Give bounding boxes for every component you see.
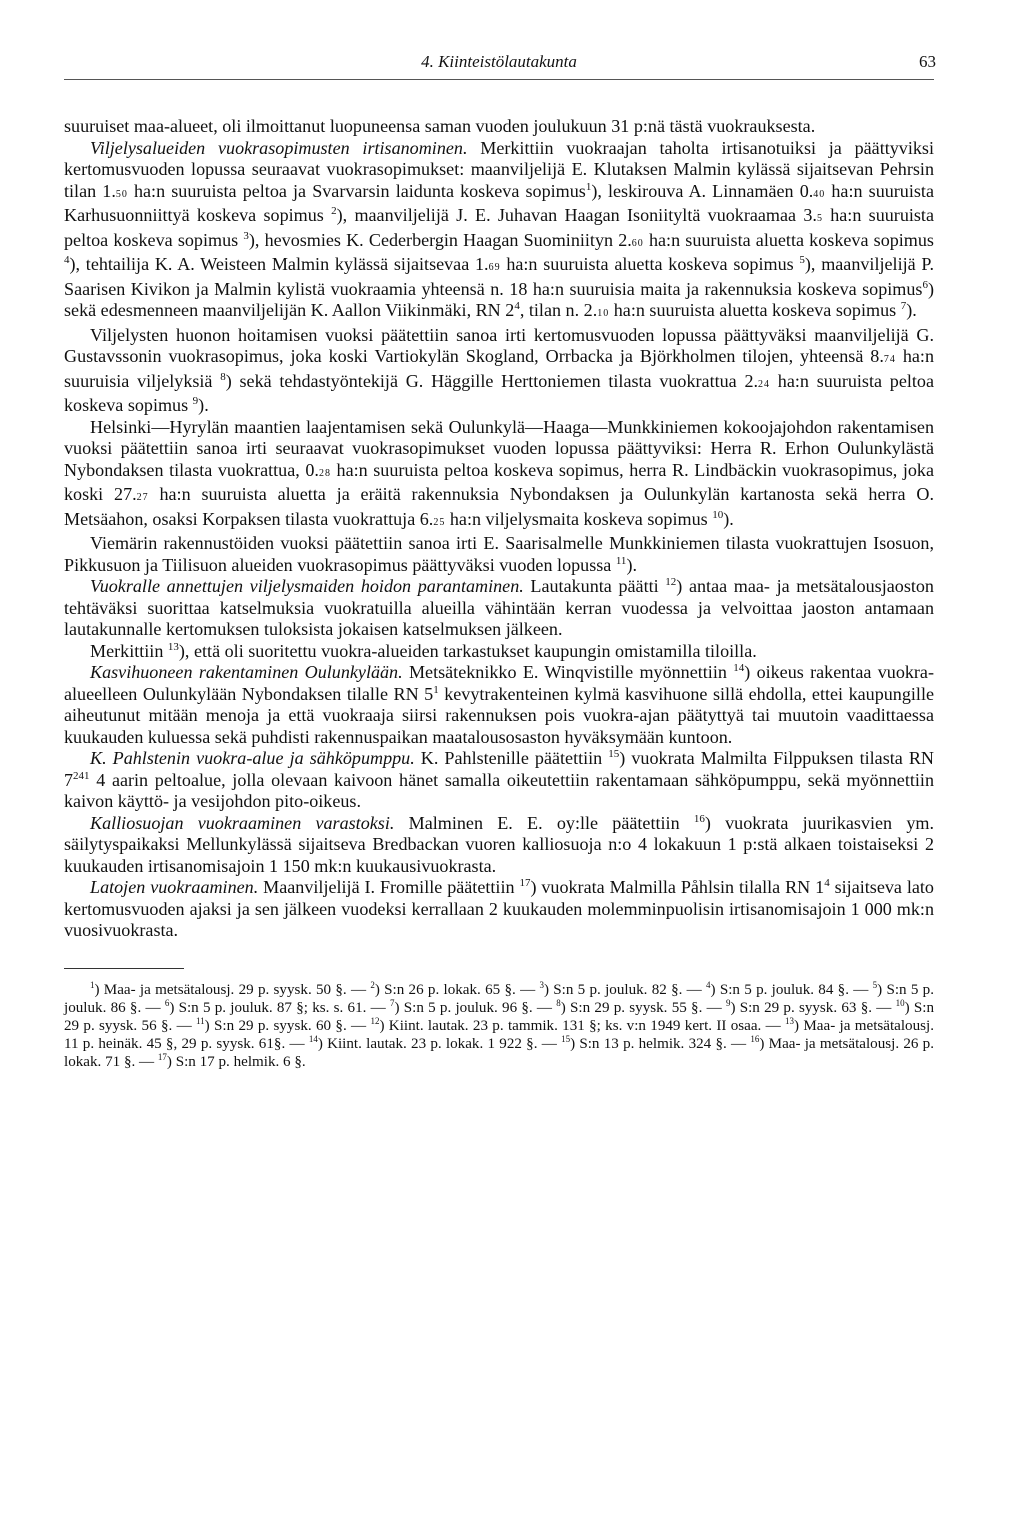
paragraph bbox=[64, 576, 934, 641]
footnote-text bbox=[64, 981, 934, 1071]
footnote-ref: 4 bbox=[64, 254, 70, 266]
text-run: ) Maa- ja metsätalousj. 29 p. syysk. 50 §. — bbox=[94, 981, 371, 998]
text-run: ha:n viljelysmaita koskeva sopimus bbox=[445, 508, 713, 529]
decimal-digits: 69 bbox=[488, 262, 501, 273]
text-run: ) S:n 5 p. jouluk. 84 §. — bbox=[710, 981, 873, 998]
text-run: ha:n suuruista peltoa koskeva sopimus, herra R. Lindbäckin vuokrasopimus, joka koski 27. bbox=[64, 459, 935, 504]
text-run: ) S:n 29 p. syysk. 55 §. — bbox=[560, 999, 726, 1016]
paragraph bbox=[64, 138, 934, 325]
text-run: ha:n suuruista Karhusuonniittyä koskeva sopimus bbox=[64, 180, 934, 225]
paragraph bbox=[64, 325, 934, 417]
paragraph bbox=[64, 641, 934, 663]
footnote-ref: 13 bbox=[785, 1015, 795, 1026]
footnote-ref: 1 bbox=[90, 979, 95, 990]
footnote-ref: 13 bbox=[167, 640, 179, 653]
text-run: ) antaa maa- ja metsätalousjaoston tehtäväksi suorittaa katselmuksia vuokratuilla alueilla vähintään kerran vuodessa ja velvoittaa jaoston antamaan lautakunnalle kertomuksen tuloksista jokaisen katselmuksen jälkeen. bbox=[64, 576, 934, 639]
footnote-ref: 9 bbox=[192, 395, 199, 407]
text-run: ) S:n 29 p. syysk. 60 §. — bbox=[204, 1017, 371, 1034]
footnote-ref: 7 bbox=[900, 300, 907, 312]
text-run: Maanviljelijä I. Fromille päätettiin bbox=[258, 877, 520, 897]
text-run: ) S:n 5 p. jouluk. 87 §; ks. s. 61. — bbox=[169, 999, 390, 1016]
decimal-digits: 27 bbox=[136, 492, 149, 503]
text-run: ha:n suuruista aluetta koskeva sopimus bbox=[643, 229, 934, 250]
text-run: ) S:n 5 p. jouluk. 82 §. — bbox=[543, 981, 707, 998]
footnote-ref: 8 bbox=[220, 370, 226, 383]
text-run: ). bbox=[906, 300, 917, 320]
text-run: ) oikeus rakentaa vuokra-alueelleen Oulunkylään Nybondaksen tilalle RN 5 bbox=[64, 662, 934, 704]
footnote-ref: 12 bbox=[665, 576, 677, 588]
text-run: Helsinki—Hyrylän maantien laajentamisen sekä Oulunkylä—Haaga—Munkkiniemen kokoojajohdon rakentamisen vuoksi päätettiin sanoa irti seuraavat vuokrasopimukset vuoden lopussa päättyviksi: Herra R. Erhon Oulunkylästä Nybondaksen tilasta vuokrattua, 0. bbox=[64, 416, 934, 480]
footnote-ref: 11 bbox=[196, 1015, 205, 1026]
section-heading: K. Pahlstenin vuokra-alue ja sähköpumppu. bbox=[90, 748, 415, 768]
text-run: K. Pahlstenille päätettiin bbox=[414, 748, 609, 768]
footnote-ref: 9 bbox=[725, 997, 731, 1008]
decimal-digits: 40 bbox=[813, 188, 826, 200]
text-run: ), hevosmies K. Cederbergin Haagan Suominiityn 2. bbox=[248, 229, 632, 250]
section-heading: Kasvihuoneen rakentaminen Oulunkylään. bbox=[90, 662, 403, 682]
paragraph bbox=[64, 116, 934, 138]
paragraph bbox=[64, 533, 934, 576]
footnote-ref: 241 bbox=[73, 769, 90, 782]
footnote-ref: 14 bbox=[308, 1033, 318, 1044]
text-run: Metsäteknikko E. Winqvistille myönnettiin bbox=[402, 662, 734, 682]
text-run: ) Maa- ja metsätalousj. 11 p. heinäk. 45 §, 29 p. syysk. 61§. — bbox=[64, 1017, 934, 1052]
text-run: ) sekä tehdastyöntekijä G. Häggille Herttoniemen tilasta vuokrattua 2. bbox=[225, 370, 759, 391]
text-run: ha:n suuruisia viljelyksiä bbox=[64, 346, 934, 391]
paragraph bbox=[64, 748, 934, 813]
text-run: ) S:n 17 p. helmik. 6 §. bbox=[166, 1053, 306, 1070]
footnote-ref: 4 bbox=[706, 979, 711, 990]
footnote-ref: 2 bbox=[370, 979, 375, 990]
footnote-ref: 1 bbox=[433, 683, 439, 696]
text-run: ) Kiint. lautak. 23 p. lokak. 1 922 §. — bbox=[317, 1035, 562, 1052]
text-run: ), maanviljelijä J. E. Juhavan Haagan Isoniityltä vuokraamaa 3. bbox=[336, 205, 817, 225]
text-run: ha:n suuruista aluetta ja eräitä rakennuksia Nybondaksen ja Oulunkylän kartanosta sekä herra O. Metsäahon, osaksi Korpaksen tilasta vuokrattuja 6. bbox=[64, 484, 934, 529]
footnote-ref: 17 bbox=[157, 1051, 167, 1062]
text-run: Viljelysten huonon hoitamisen vuoksi päätettiin sanoa irti kertomusvuoden lopussa päättyväksi maanviljelijä G. Gustavssonin vuokrasopimus, joka koski Vartiokylän Skogland, Orrbacka ja Björkholmen tilojen, yhteensä 8. bbox=[64, 324, 934, 366]
section-heading: Latojen vuokraaminen. bbox=[90, 877, 259, 897]
footnote-ref: 2 bbox=[331, 205, 337, 217]
footnote-ref: 3 bbox=[243, 229, 249, 242]
footnote-ref: 11 bbox=[615, 554, 627, 567]
decimal-digits: 74 bbox=[883, 354, 896, 365]
footnote-ref: 16 bbox=[750, 1033, 760, 1044]
text-run: ) Maa- ja metsätalousj. 26 p. lokak. 71 §. — bbox=[64, 1035, 935, 1070]
text-run: ), tehtailija K. A. Weisteen Malmin kylässä sijaitsevaa 1. bbox=[69, 254, 489, 274]
decimal-digits: 10 bbox=[597, 308, 610, 319]
text-run: ) sekä edesmenneen maanviljelijän K. Aallon Viikinmäki, RN 2 bbox=[64, 278, 934, 320]
footnote-ref: 14 bbox=[733, 662, 745, 674]
section-heading: Viljelysalueiden vuokrasopimusten irtisanominen. bbox=[90, 137, 468, 158]
text-run: , tilan n. 2. bbox=[519, 300, 598, 320]
text-run: ), että oli suoritettu vuokra-alueiden tarkastukset kaupungin omistamilla tiloilla. bbox=[178, 640, 757, 661]
footnote-rule bbox=[64, 968, 184, 969]
footnote-ref: 10 bbox=[895, 997, 905, 1008]
text-run: ha:n suuruista peltoa koskeva sopimus bbox=[64, 205, 934, 250]
running-title: 4. Kiinteistölautakunta bbox=[421, 52, 577, 71]
text-run: kevytrakenteinen kylmä kasvihuone sillä ehdolla, ettei kaupungille aiheutunut mitään menoja ja että vuokraaja siirsi rakennuksen pois vuokra-ajan päätyttyä tai muutoin vaadittaessa kuukauden kuluessa sekä puhdisti rakennuspaikan maatalousosaston hyväksymään kuntoon. bbox=[64, 683, 934, 747]
footnote-ref: 6 bbox=[922, 278, 928, 291]
footnote-ref: 1 bbox=[585, 180, 592, 193]
text-run: ) S:n 26 p. lokak. 65 §. — bbox=[374, 981, 540, 998]
text-run: ha:n suuruista aluetta koskeva sopimus bbox=[500, 254, 800, 274]
decimal-digits: 5 bbox=[816, 213, 823, 224]
footnotes bbox=[64, 981, 934, 1071]
text-run: ha:n suuruista peltoa ja Svarvarsin laidunta koskeva sopimus bbox=[127, 180, 586, 201]
footnote-ref: 4 bbox=[514, 300, 520, 312]
footnote-ref: 5 bbox=[872, 979, 878, 990]
body-text bbox=[64, 116, 934, 942]
text-run: ) S:n 13 p. helmik. 324 §. — bbox=[570, 1035, 751, 1052]
text-run: ) S:n 29 p. syysk. 63 §. — bbox=[730, 999, 896, 1016]
text-run: ha:n suuruista peltoa koskeva sopimus bbox=[64, 370, 934, 415]
text-run: ), maanviljelijä P. Saarisen Kivikon ja Malmin kylistä vuokraamia yhteensä n. 18 ha:n suuruisia maita ja rakennuksia koskeva sopimus bbox=[64, 254, 934, 299]
text-run: suuruiset maa-alueet, oli ilmoittanut luopuneensa saman vuoden joulukuun 31 p:nä tästä vuokrauksesta. bbox=[64, 116, 816, 136]
text-run: ) vuokrata Malmilta Filppuksen tilasta RN 7 bbox=[64, 748, 934, 790]
text-run: ). bbox=[626, 554, 637, 575]
text-run: ) S:n 29 p. syysk. 56 §. — bbox=[64, 999, 935, 1034]
header-rule bbox=[64, 79, 934, 80]
text-run: Lautakunta päätti bbox=[523, 576, 666, 596]
footnote-ref: 7 bbox=[389, 997, 395, 1008]
text-run: Viemärin rakennustöiden vuoksi päätettiin sanoa irti E. Saarisalmelle Munkkiniemen tilasta vuokrattujen Isosuon, Pikkusuon ja Tiilisuon alueiden vuokrasopimus päättyväksi vuoden lopussa bbox=[64, 533, 934, 575]
text-run: 4 aarin peltoalue, jolla olevaan kaivoon hänet samalla oikeutettiin rakentamaan sähköpumppu, sekä myönnettiin kaivon käyttö- ja vesijohdon pito-oikeus. bbox=[64, 769, 934, 811]
paragraph bbox=[64, 877, 934, 942]
footnote-ref: 6 bbox=[164, 997, 170, 1008]
decimal-digits: 28 bbox=[318, 467, 331, 479]
paragraph bbox=[64, 417, 934, 534]
footnote-ref: 4 bbox=[824, 877, 830, 889]
text-run: Merkittiin vuokraajan taholta irtisanotuiksi ja päättyviksi kertomusvuoden lopussa seuraavat vuokrasopimukset: maanviljelijä E. Klutaksen Malmin kylässä sijaitsevan Pehrsin tilan 1. bbox=[64, 137, 934, 201]
text-run: ) S:n 5 p. jouluk. 96 §. — bbox=[394, 999, 557, 1016]
text-run: ). bbox=[198, 395, 209, 415]
text-run: Merkittiin bbox=[90, 640, 168, 661]
paragraph bbox=[64, 662, 934, 748]
running-header bbox=[64, 52, 934, 76]
text-run: ) vuokrata Malmilla Påhlsin tilalla RN 1 bbox=[530, 877, 825, 897]
footnote-ref: 15 bbox=[608, 748, 620, 760]
text-run: ) Kiint. lautak. 23 p. tammik. 131 §; ks. v:n 1949 kert. II osaa. — bbox=[379, 1017, 786, 1034]
section-heading: Kalliosuojan vuokraaminen varastoksi. bbox=[90, 812, 395, 833]
footnote-ref: 12 bbox=[370, 1015, 380, 1026]
footnote-ref: 5 bbox=[799, 254, 805, 266]
text-run: ) vuokrata juurikasvien ym. säilytyspaikaksi Mellunkylässä sijaitseva Bredbackan vuoren kalliosuoja n:o 4 lokakuun 1 p:stä alkaen toistaiseksi 2 kuukauden irtisanomisajoin 1 150 mk:n kuukausivuokrasta. bbox=[64, 812, 934, 876]
footnote-ref: 8 bbox=[556, 997, 561, 1008]
footnote-ref: 15 bbox=[561, 1033, 571, 1044]
text-run: ), leskirouva A. Linnamäen 0. bbox=[591, 180, 814, 201]
text-run: ). bbox=[723, 508, 734, 529]
text-run: ) S:n 5 p. jouluk. 86 §. — bbox=[64, 981, 934, 1016]
decimal-digits: 50 bbox=[115, 188, 128, 200]
text-run: Malminen E. E. oy:lle päätettiin bbox=[394, 812, 694, 833]
document-page bbox=[64, 52, 934, 1071]
paragraph bbox=[64, 813, 934, 878]
footnote-ref: 10 bbox=[712, 508, 724, 521]
decimal-digits: 25 bbox=[433, 516, 446, 528]
footnote-ref: 16 bbox=[693, 812, 705, 825]
footnote-ref: 3 bbox=[539, 979, 544, 990]
footnote-ref: 17 bbox=[519, 877, 531, 889]
text-run: ha:n suuruista aluetta koskeva sopimus bbox=[609, 300, 901, 320]
decimal-digits: 24 bbox=[758, 378, 771, 390]
section-heading: Vuokralle annettujen viljelysmaiden hoidon parantaminen. bbox=[90, 576, 524, 596]
text-run: sijaitseva lato kertomusvuoden ajaksi ja sen jälkeen vuodeksi kerrallaan 2 kuukauden molemminpuolisin irtisanomisajoin 1 000 mk:n vuosivuokrasta. bbox=[64, 877, 934, 940]
page-number: 63 bbox=[919, 52, 936, 71]
decimal-digits: 60 bbox=[631, 237, 644, 249]
